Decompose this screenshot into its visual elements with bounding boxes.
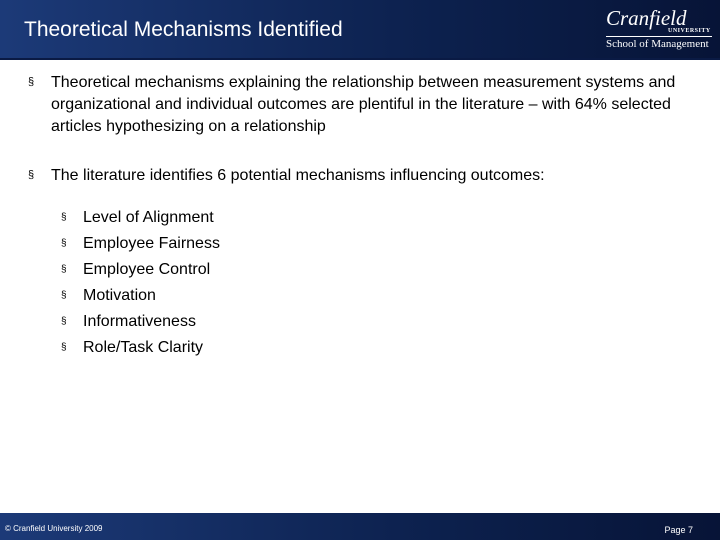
logo-school: School of Management	[606, 38, 709, 50]
bullet-marker: §	[28, 169, 35, 181]
mechanism-label: Role/Task Clarity	[83, 339, 204, 356]
sub-bullet-marker: §	[61, 316, 67, 327]
sub-bullet-marker: §	[61, 290, 67, 301]
sub-bullet-marker: §	[61, 264, 67, 275]
copyright-text: © Cranfield University 2009	[5, 524, 103, 533]
bullet-text: Theoretical mechanisms explaining the relationship between measurement systems and organizational and individual outcomes are plentiful in the literature – with 64% selected articles hypothesizing on a relationship	[51, 74, 676, 135]
sub-bullet-marker: §	[61, 342, 67, 353]
page-number: Page 7	[664, 525, 693, 535]
sub-bullet-marker: §	[61, 212, 67, 223]
mechanism-label: Informativeness	[83, 313, 196, 330]
cranfield-logo	[604, 6, 714, 52]
logo-divider	[606, 36, 712, 37]
logo-university: UNIVERSITY	[668, 28, 711, 34]
bullet-marker: §	[28, 76, 35, 88]
header-bar	[0, 0, 720, 58]
mechanism-label: Employee Fairness	[83, 235, 220, 252]
footer-bar	[0, 513, 720, 540]
bullet-text: The literature identifies 6 potential mechanisms influencing outcomes:	[51, 167, 545, 184]
mechanism-label: Motivation	[83, 287, 156, 304]
mechanism-label: Level of Alignment	[83, 209, 214, 226]
logo-name: Cranfield	[606, 6, 687, 30]
slide-title: Theoretical Mechanisms Identified	[24, 18, 343, 41]
mechanism-label: Employee Control	[83, 261, 211, 278]
sub-bullet-marker: §	[61, 238, 67, 249]
header-divider	[0, 58, 720, 60]
